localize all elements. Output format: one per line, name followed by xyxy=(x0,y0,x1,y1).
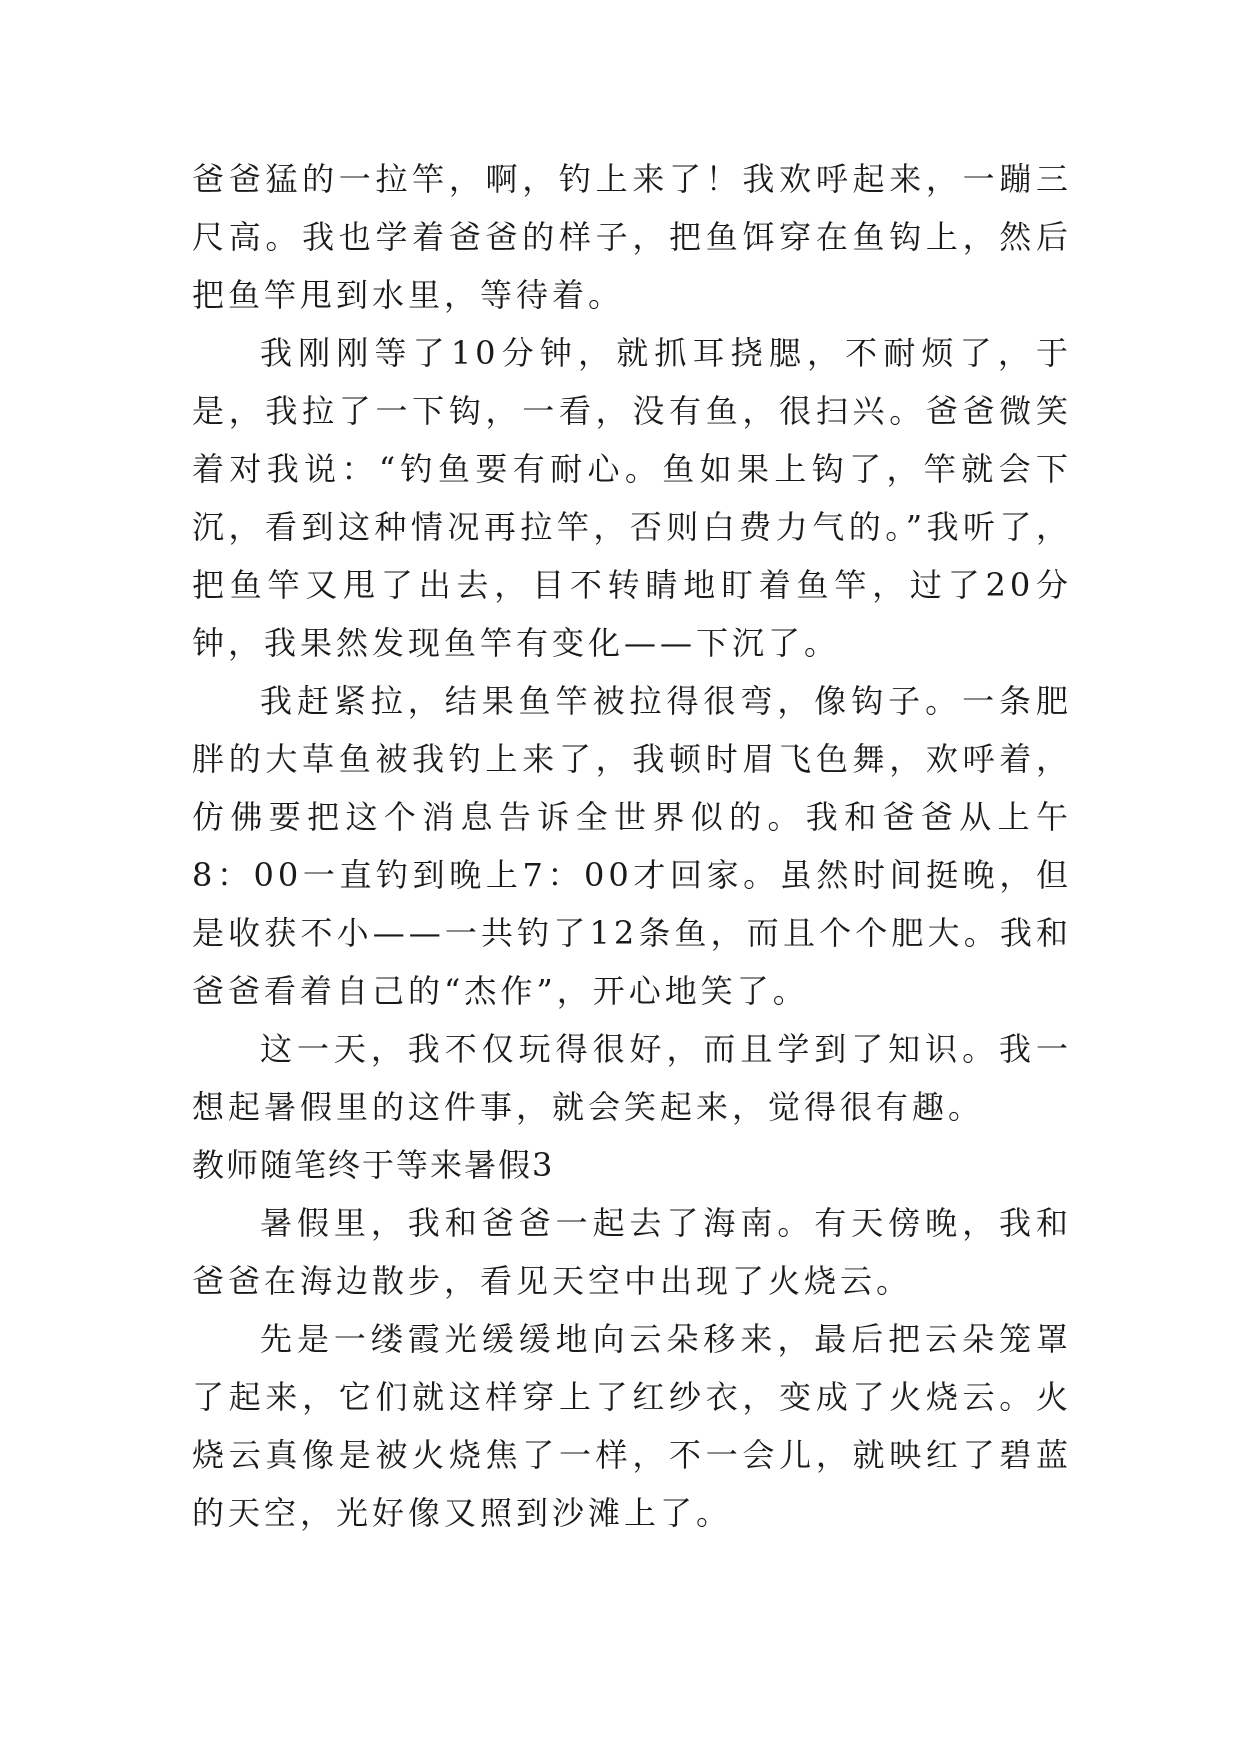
paragraph-4: 这一天，我不仅玩得很好，而且学到了知识。我一想起暑假里的这件事，就会笑起来，觉得很有趣。 xyxy=(192,1030,1072,1126)
paragraph-2: 我刚刚等了10分钟，就抓耳挠腮，不耐烦了，于是，我拉了一下钩，一看，没有鱼，很扫兴。爸爸微笑着对我说：“钓鱼要有耐心。鱼如果上钩了，竿就会下沉，看到这种情况再拉竿，否则白费力气的。”我听了，把鱼竿又甩了出去，目不转睛地盯着鱼竿，过了20分钟，我果然发现鱼竿有变化——下沉了。 xyxy=(192,334,1072,662)
section-title: 教师随笔终于等来暑假3 xyxy=(192,1146,555,1184)
document-body xyxy=(192,150,1072,1542)
paragraph-1: 爸爸猛的一拉竿，啊，钓上来了！我欢呼起来，一蹦三尺高。我也学着爸爸的样子，把鱼饵穿在鱼钩上，然后把鱼竿甩到水里，等待着。 xyxy=(192,160,1072,314)
paragraph-3: 我赶紧拉，结果鱼竿被拉得很弯，像钩子。一条肥胖的大草鱼被我钓上来了，我顿时眉飞色舞，欢呼着，仿佛要把这个消息告诉全世界似的。我和爸爸从上午8：00一直钓到晚上7：00才回家。虽然时间挺晚，但是收获不小——一共钓了12条鱼，而且个个肥大。我和爸爸看着自己的“杰作”，开心地笑了。 xyxy=(192,682,1072,1010)
paragraph-6: 先是一缕霞光缓缓地向云朵移来，最后把云朵笼罩了起来，它们就这样穿上了红纱衣，变成了火烧云。火烧云真像是被火烧焦了一样，不一会儿，就映红了碧蓝的天空，光好像又照到沙滩上了。 xyxy=(192,1320,1072,1532)
paragraph-5: 暑假里，我和爸爸一起去了海南。有天傍晚，我和爸爸在海边散步，看见天空中出现了火烧云。 xyxy=(192,1204,1072,1300)
